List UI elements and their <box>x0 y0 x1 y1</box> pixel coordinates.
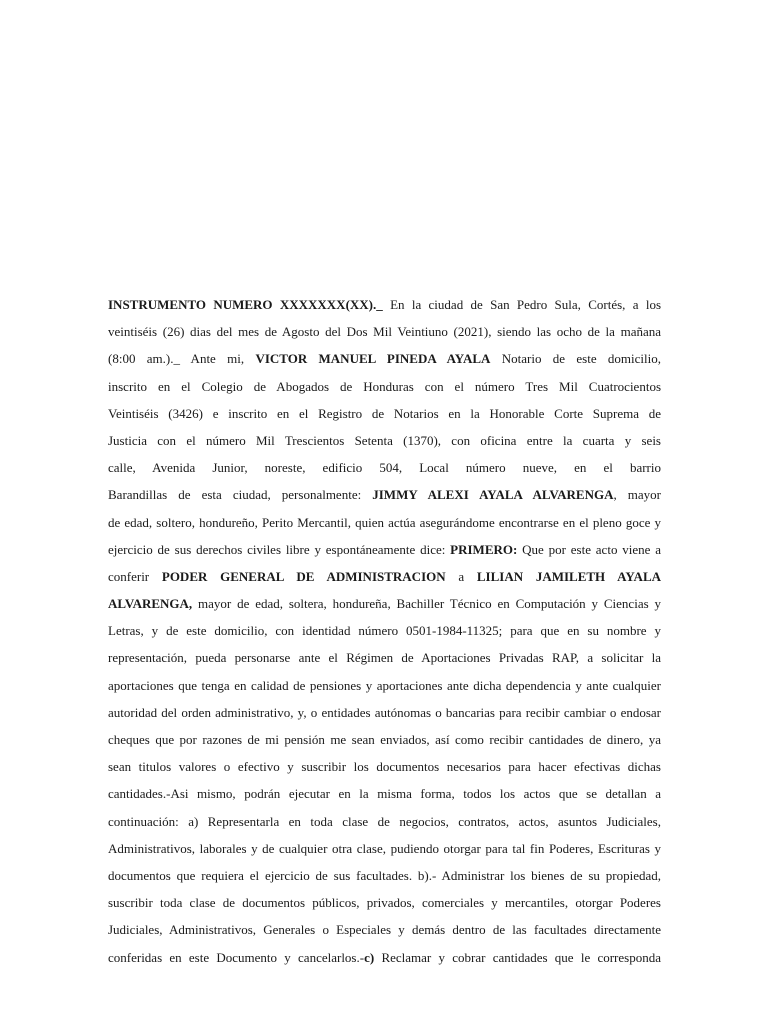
body-text: , mayor <box>613 487 661 503</box>
body-text: ejercicio de sus derechos civiles libre y espontáneamente dice: <box>108 541 451 557</box>
document-line <box>108 944 661 971</box>
body-text: cantidades.-Asi mismo, podrán ejecutar en la misma forma, todos los actos que se detallan a <box>108 786 661 802</box>
body-text: aportaciones que tenga en calidad de pensiones y aportaciones ante dicha dependencia y ante cualquier <box>108 677 661 693</box>
body-text: conferir <box>108 568 162 584</box>
body-text: Veintiséis (3426) e inscrito en el Registro de Notarios en la Honorable Corte Suprema de <box>108 405 661 421</box>
bold-text: INSTRUMENTO NUMERO XXXXXXX(XX)._ <box>108 297 383 312</box>
document-line <box>108 753 661 780</box>
document-line <box>108 427 661 454</box>
document-line <box>108 644 661 671</box>
body-text: calle, Avenida Junior, noreste, edificio 504, Local número nueve, en el barrio <box>108 460 661 476</box>
document-line <box>108 726 661 753</box>
bold-text: PODER GENERAL DE ADMINISTRACION <box>161 568 446 584</box>
document-line <box>108 862 661 889</box>
body-text: Justicia con el número Mil Trescientos Setenta (1370), con oficina entre la cuarta y seis <box>108 432 661 448</box>
document-line <box>108 345 661 372</box>
bold-text: JIMMY ALEXI AYALA ALVARENGA <box>372 487 614 503</box>
bold-text: c) <box>364 949 375 965</box>
document-line <box>108 699 661 726</box>
body-text: conferidas en este Documento y cancelarlos.- <box>108 949 365 965</box>
document-line <box>108 916 661 943</box>
document-line <box>108 563 661 590</box>
body-text: Barandillas de esta ciudad, personalmente: <box>108 487 373 503</box>
document-line <box>108 590 661 617</box>
body-text: En la ciudad de San Pedro Sula, Cortés, a los <box>382 297 661 312</box>
document-line <box>108 481 661 508</box>
body-text: Administrativos, laborales y de cualquier otra clase, pudiendo otorgar para tal fin Poderes, Escrituras y <box>108 840 661 856</box>
document-line <box>108 536 661 563</box>
document-line <box>108 672 661 699</box>
bold-text: ALVARENGA, <box>108 596 193 612</box>
document-line <box>108 318 661 345</box>
body-text: Notario de este domicilio, <box>490 351 661 367</box>
document-line <box>108 291 661 318</box>
body-text: autoridad del orden administrativo, y, o entidades autónomas o bancarias para recibir cambiar o endosar <box>108 704 661 720</box>
document-line <box>108 454 661 481</box>
document-line <box>108 373 661 400</box>
document-line <box>108 509 661 536</box>
body-text: de edad, soltero, hondureño, Perito Mercantil, quien actúa asegurándome encontrarse en el pleno goce y <box>108 514 661 530</box>
body-text: sean titulos valores o efectivo y suscribir los documentos necesarios para hacer efectivas dichas <box>108 759 661 775</box>
document-line <box>108 617 661 644</box>
body-text: mayor de edad, soltera, hondureña, Bachiller Técnico en Computación y Ciencias y <box>192 596 661 612</box>
body-text: continuación: a) Representarla en toda clase de negocios, contratos, actos, asuntos Judiciales, <box>108 813 661 829</box>
body-text: (8:00 am.)._ Ante mi, <box>108 351 256 367</box>
document-line <box>108 835 661 862</box>
bold-text: VICTOR MANUEL PINEDA AYALA <box>255 351 491 367</box>
body-text: Judiciales, Administrativos, Generales o Especiales y demás dentro de las facultades directamente <box>108 922 661 938</box>
bold-text: PRIMERO: <box>450 541 518 557</box>
document-line <box>108 780 661 807</box>
document-line <box>108 400 661 427</box>
document-line <box>108 808 661 835</box>
body-text: representación, pueda personarse ante el Régimen de Aportaciones Privadas RAP, a solicitar la <box>108 650 661 666</box>
document-body <box>108 291 661 971</box>
body-text: suscribir toda clase de documentos públicos, privados, comerciales y mercantiles, otorgar Poderes <box>108 895 661 911</box>
body-text: documentos que requiera el ejercicio de sus facultades. b).- Administrar los bienes de su propiedad, <box>108 867 661 883</box>
body-text: Reclamar y cobrar cantidades que le corresponda <box>374 949 661 965</box>
document-line <box>108 889 661 916</box>
body-text: a <box>445 568 477 584</box>
body-text: Letras, y de este domicilio, con identidad número 0501-1984-11325; para que en su nombre y <box>108 623 661 639</box>
body-text: inscrito en el Colegio de Abogados de Honduras con el número Tres Mil Cuatrocientos <box>108 378 661 394</box>
body-text: Que por este acto viene a <box>517 541 661 557</box>
bold-text: LILIAN JAMILETH AYALA <box>476 568 662 584</box>
body-text: cheques que por razones de mi pensión me sean enviados, así como recibir cantidades de dinero, ya <box>108 732 661 747</box>
body-text: veintiséis (26) dias del mes de Agosto del Dos Mil Veintiuno (2021), siendo las ocho de la mañana <box>108 324 661 340</box>
